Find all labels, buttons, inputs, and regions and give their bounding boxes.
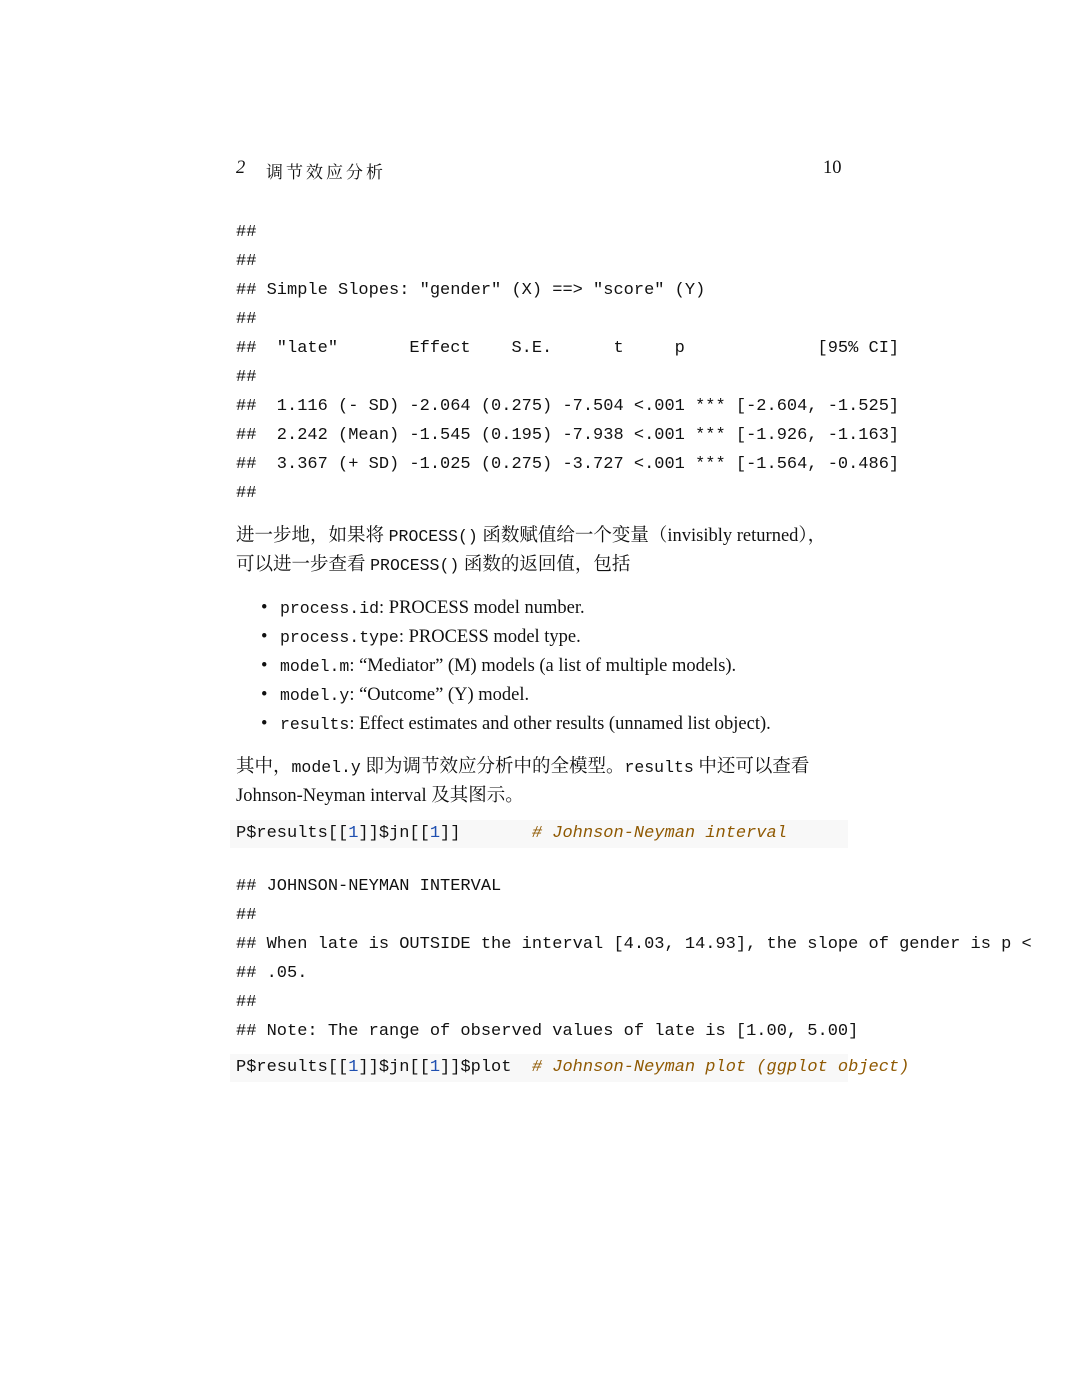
list-item-text: : PROCESS model number.	[379, 598, 585, 618]
bullet-icon: •	[261, 656, 268, 676]
output-line: ##	[236, 993, 257, 1012]
output-line: ## 1.116 (- SD) -2.064 (0.275) -7.504 <.001 *** [-2.604, -1.525]	[236, 397, 900, 416]
page-number: 10	[823, 158, 842, 178]
output-line: ## 3.367 (+ SD) -1.025 (0.275) -3.727 <.001 *** [-1.564, -0.486]	[236, 455, 900, 474]
code-number: 1	[348, 824, 359, 843]
code-chunk	[236, 1054, 909, 1082]
output-line: ## Simple Slopes: "gender" (X) ==> "score" (Y)	[236, 281, 706, 300]
output-line: ##	[236, 368, 257, 387]
output-line: ##	[236, 484, 257, 503]
output-line: ## "late" Effect S.E. t p [95% CI]	[236, 339, 900, 358]
code-chunk	[236, 820, 787, 848]
paragraph-line	[236, 551, 630, 580]
inline-code: model.y	[280, 686, 350, 705]
inline-code: model.m	[280, 657, 350, 676]
paragraph-text: 函数赋值给一个变量（invisibly returned），	[477, 526, 827, 546]
inline-code: PROCESS()	[388, 527, 478, 546]
paragraph-text: 其中，	[236, 757, 292, 777]
inline-code: model.y	[291, 758, 361, 777]
list-item	[258, 652, 771, 681]
chapter-title: 调节效应分析	[266, 163, 386, 182]
list-item-text: : PROCESS model type.	[398, 627, 581, 647]
code-number: 1	[429, 824, 441, 843]
code-text: P$results[[	[236, 1058, 349, 1077]
inline-code: results	[280, 715, 350, 734]
inline-code: process.type	[280, 628, 399, 647]
paragraph-line: Johnson-Neyman interval 及其图示。	[236, 786, 524, 806]
output-line: ##	[236, 252, 257, 271]
code-number: 1	[429, 1058, 441, 1077]
code-text: ]]$plot	[440, 1058, 532, 1077]
output-line: ## 2.242 (Mean) -1.545 (0.195) -7.938 <.001 *** [-1.926, -1.163]	[236, 426, 900, 445]
code-text: ]]	[440, 824, 532, 843]
code-text: ]]$jn[[	[358, 824, 430, 843]
code-text: ]]$jn[[	[358, 1058, 430, 1077]
code-text: P$results[[	[236, 824, 349, 843]
code-comment: # Johnson-Neyman plot (ggplot object)	[531, 1058, 910, 1077]
list-item-text: : “Outcome” (Y) model.	[349, 685, 530, 705]
list-item-text: : Effect estimates and other results (unnamed list object).	[349, 714, 771, 734]
output-line: ## Note: The range of observed values of late is [1.00, 5.00]	[236, 1022, 859, 1041]
code-number: 1	[348, 1058, 359, 1077]
paragraph-text: 函数的返回值，包括	[459, 555, 631, 575]
bullet-icon: •	[261, 714, 268, 734]
return-value-list	[258, 594, 771, 739]
bullet-icon: •	[261, 685, 268, 705]
chapter-number: 2	[236, 158, 246, 178]
output-line: ## When late is OUTSIDE the interval [4.03, 14.93], the slope of gender is p <	[236, 935, 1032, 954]
bullet-icon: •	[261, 598, 268, 618]
bullet-icon: •	[261, 627, 268, 647]
code-comment: # Johnson-Neyman interval	[531, 824, 787, 843]
paragraph-line	[236, 753, 809, 782]
paragraph-line	[236, 522, 826, 551]
inline-code: PROCESS()	[370, 556, 460, 575]
paragraph-text: 可以进一步查看	[236, 555, 371, 575]
output-line: ## JOHNSON-NEYMAN INTERVAL	[236, 877, 502, 896]
output-line: ##	[236, 906, 257, 925]
output-line: ##	[236, 223, 257, 242]
list-item	[258, 594, 771, 623]
output-line: ## .05.	[236, 964, 308, 983]
list-item	[258, 710, 771, 739]
paragraph-text: 即为调节效应分析中的全模型。	[360, 757, 625, 777]
output-line: ##	[236, 310, 257, 329]
inline-code: process.id	[280, 599, 380, 618]
list-item-text: : “Mediator” (M) models (a list of multiple models).	[349, 656, 737, 676]
list-item	[258, 623, 771, 652]
paragraph-text: 进一步地，如果将	[236, 526, 389, 546]
inline-code: results	[624, 758, 694, 777]
paragraph-text: 中还可以查看	[693, 757, 810, 777]
list-item	[258, 681, 771, 710]
